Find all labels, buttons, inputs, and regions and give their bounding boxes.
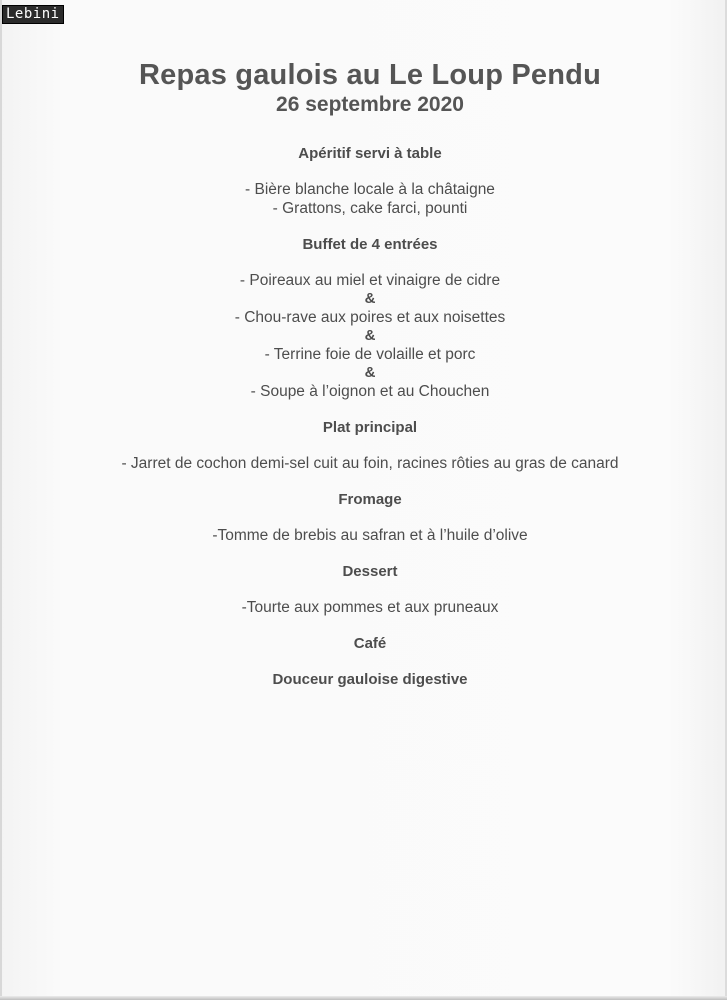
section-title-aperitif: Apéritif servi à table [298,145,442,162]
section-items-aperitif [0,180,727,218]
ampersand-separator: & [364,327,376,344]
ampersand-separator: & [364,290,376,307]
menu-item: - Terrine foie de volaille et porc [264,346,476,363]
section-items-plat-principal [0,454,727,473]
menu-content [0,58,727,706]
scan-edge-bottom [0,996,727,1000]
section-title-dessert: Dessert [342,563,398,580]
menu-item: - Grattons, cake farci, pounti [272,200,468,217]
menu-item: - Poireaux au miel et vinaigre de cidre [239,272,501,289]
section-items-buffet [0,271,727,401]
section-items-fromage [0,526,727,545]
section-title-buffet: Buffet de 4 entrées [302,236,438,253]
section-title-douceur: Douceur gauloise digestive [272,671,468,688]
menu-title: Repas gaulois au Le Loup Pendu [139,59,601,91]
watermark-logo: Lebini [2,5,64,24]
menu-item: -Tomme de brebis au safran et à l’huile d’olive [212,527,528,544]
section-title-cafe: Café [353,635,387,652]
menu-item: -Tourte aux pommes et aux pruneaux [241,599,499,616]
section-title-plat-principal: Plat principal [322,419,418,436]
menu-date: 26 septembre 2020 [276,93,464,116]
menu-item: - Chou-rave aux poires et aux noisettes [234,309,506,326]
menu-item: - Soupe à l’oignon et au Chouchen [250,383,490,400]
menu-item: - Jarret de cochon demi-sel cuit au foin, racines rôties au gras de canard [121,455,619,472]
section-items-dessert [0,598,727,617]
section-title-fromage: Fromage [338,491,402,508]
menu-item: - Bière blanche locale à la châtaigne [245,181,495,198]
ampersand-separator: & [364,364,376,381]
